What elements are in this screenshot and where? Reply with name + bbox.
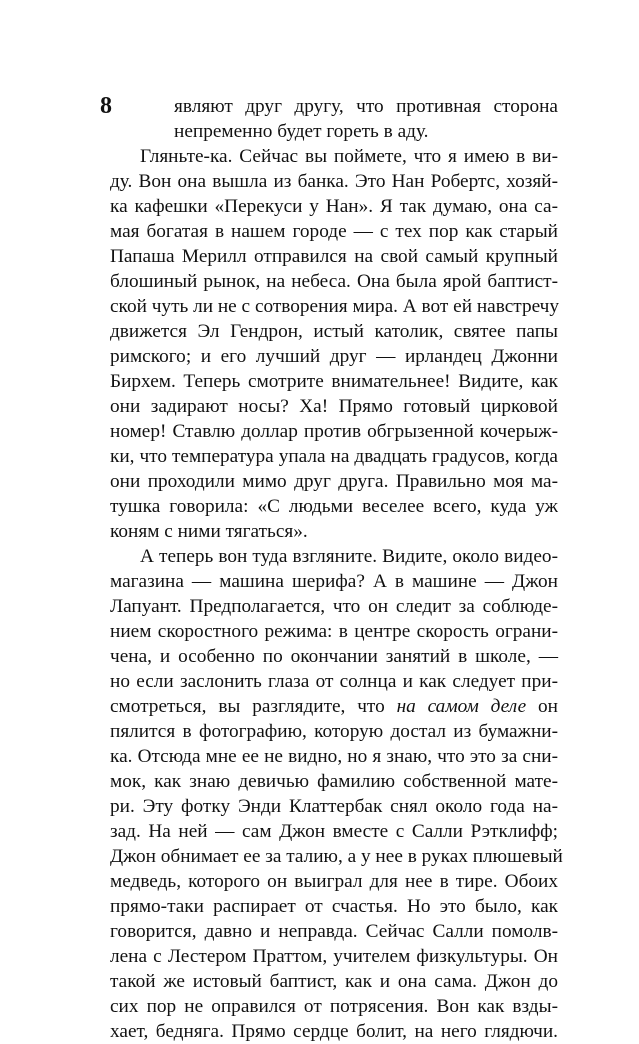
text-line: Джон обнимает ее за талию, а у нее в руках плюшевый [110,846,563,867]
text-line: чена, и особенно по окончании занятий в школе, — [110,646,558,667]
text-line: ду. Вон она вышла из банка. Это Нан Робертс, хозяй- [110,171,558,192]
text-line-with-emphasis [110,694,558,719]
text-line: лена с Лестером Праттом, учителем физкультуры. Он [110,946,558,967]
text-line: мок, как знаю девичью фамилию собственной мате- [110,771,558,792]
text-line: Бирхем. Теперь смотрите внимательнее! Видите, как [110,371,558,392]
text-line: Папаша Мерилл отправился на свой самый крупный [110,246,558,267]
text-line: медведь, которого он выиграл для нее в тире. Обоих [110,871,558,892]
text-line: римского; и его лучший друг — ирландец Джонни [110,346,558,367]
text-line: непременно будет гореть в аду. [174,121,429,142]
text-line: ской чуть ли не с сотворения мира. А вот ей навстречу [110,296,559,317]
text-line: ка. Отсюда мне ее не видно, но я знаю, что это за сни- [110,746,558,767]
text-line: магазина — машина шерифа? А в машине — Джон [110,571,558,592]
text-line: являют друг другу, что противная сторона [174,96,558,117]
text-line: Гляньте-ка. Сейчас вы поймете, что я имею в ви- [140,146,558,167]
text-line: такой же истовый баптист, как и она сама. Джон до [110,971,558,992]
text-run: смотреться, вы разглядите, что [110,696,397,717]
text-line: ки, что температура упала на двадцать градусов, когда [110,446,558,467]
text-line: сих пор не оправился от потрясения. Вон как взды- [110,996,558,1017]
text-line: пялится в фотографию, которую достал из бумажни- [110,721,558,742]
text-line: ка кафешки «Перекуси у Нан». Я так думаю, она са- [110,196,558,217]
text-line: Лапуант. Предполагается, что он следит за соблюде- [110,596,558,617]
text-line: коням с ними тягаться». [110,521,308,542]
text-line: прямо-таки распирает от счастья. Но это было, как [110,896,558,917]
text-line: мая богатая в нашем городе — с тех пор как старый [110,221,558,242]
body-text [110,94,563,1044]
page-number: 8 [100,93,112,119]
text-line: блошиный рынок, на небеса. Она была ярой баптист- [110,271,558,292]
text-line: тушка говорила: «С людьми веселее всего, куда уж [110,496,558,517]
text-line: движется Эл Гендрон, истый католик, святее папы [110,321,558,342]
text-line: нием скоростного режима: в центре скорость ограни- [110,621,558,642]
text-line: номер! Ставлю доллар против обгрызенной кочерыж- [110,421,558,442]
text-line: зад. На ней — сам Джон вместе с Салли Рэтклифф; [110,821,558,842]
text-line: говорится, давно и неправда. Сейчас Салли помолв- [110,921,558,942]
text-line: А теперь вон туда взгляните. Видите, около видео- [140,546,558,567]
text-line: они проходили мимо друг друга. Правильно моя ма- [110,471,558,492]
text-run: он [526,696,559,717]
text-line: они задирают носы? Ха! Прямо готовый цирковой [110,396,558,417]
emphasis-text: на самом деле [396,696,527,717]
text-line: ри. Эту фотку Энди Клаттербак снял около года на- [110,796,558,817]
text-line: но если заслонить глаза от солнца и как следует при- [110,671,558,692]
text-line: хает, бедняга. Прямо сердце болит, на него глядючи. [110,1021,558,1042]
